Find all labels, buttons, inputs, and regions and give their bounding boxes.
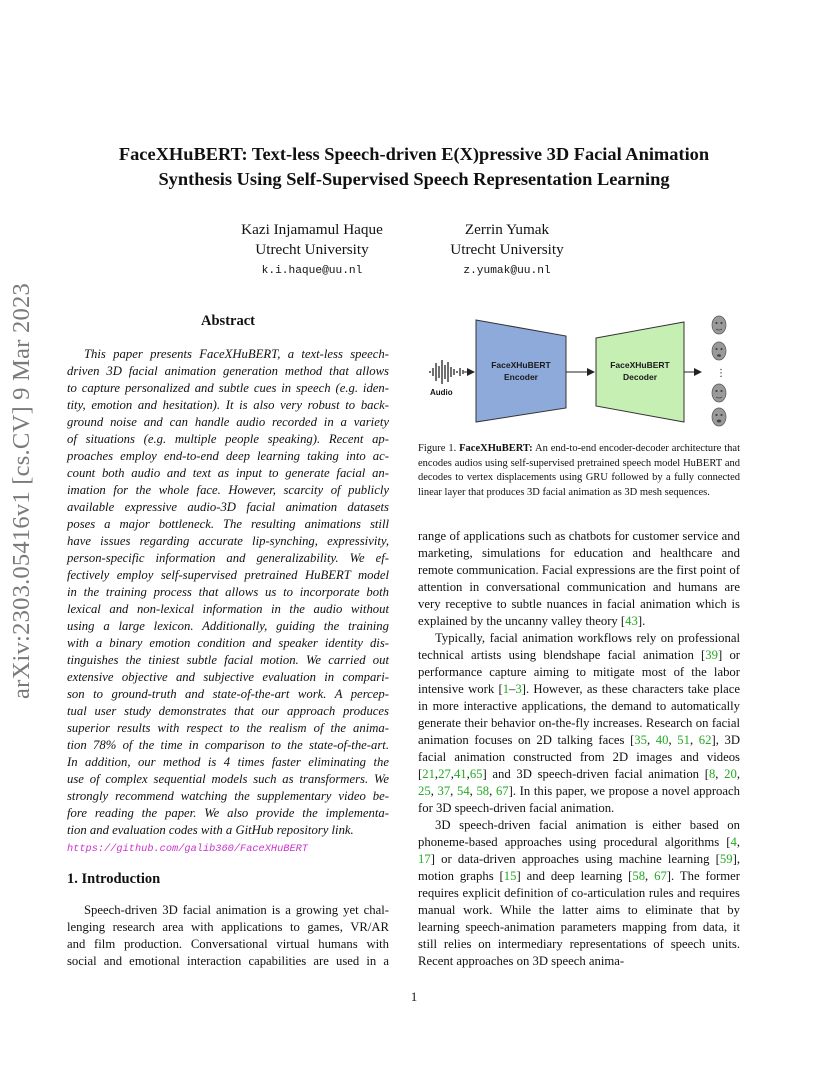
text-line: son to ground-truth and state-of-the-art work. A percep- — [67, 687, 389, 701]
paragraph-text: , — [736, 835, 740, 849]
face-mesh-icon — [712, 316, 726, 334]
citation-link[interactable]: 40 — [655, 733, 669, 747]
citation-link[interactable]: 21 — [422, 767, 435, 781]
text-line: available expressive audio-3D facial animation datasets — [67, 500, 389, 514]
citation-link[interactable]: 58 — [632, 869, 646, 883]
text-line: of situations (e.g. multiple people speaking). Recent ap- — [67, 432, 389, 446]
citation-link[interactable]: 51 — [677, 733, 690, 747]
section-heading-introduction: 1. Introduction — [67, 871, 161, 887]
paragraph-text: ]. In this paper, we propose a novel approach for 3D speech-driven facial animation. — [418, 784, 741, 815]
text-line: tion 78% of the time in comparison to the state-of-the-art. — [67, 738, 389, 752]
citation-link[interactable]: 67 — [495, 784, 509, 798]
paragraph-text: , — [430, 784, 438, 798]
author-block-1 — [212, 220, 412, 280]
citation-link[interactable]: 17 — [418, 852, 431, 866]
paragraph-1 — [418, 528, 740, 630]
caption-text: An end-to-end encoder-decoder architecture that encodes audios using self-supervised pretrained speech model HuBERT and decodes to vertex displacements using GRU followed by a fully connected linear layer that produces 3D facial animation as 3D mesh sequences. — [418, 443, 741, 498]
citation-link[interactable]: 8 — [708, 767, 716, 781]
paragraph-text: ] or data-driven approaches using machine learning [ — [430, 852, 720, 866]
text-line: ground noise and can handle audio recorded in a variety — [67, 415, 389, 429]
audio-waveform-icon — [430, 360, 463, 384]
paragraph-text: ]. However, as these characters take place in more interactive applications, the demand to automatically generate their behavior on-the-fly increases. Research on facial animation focuses on 2D talking faces [ — [418, 682, 740, 747]
author-affiliation: Utrecht University — [255, 241, 369, 258]
text-line: count both audio and text as input to generate facial an- — [67, 466, 389, 480]
title-line-1: FaceXHuBERT: Text-less Speech-driven E(X)pressive 3D Facial Animation — [118, 144, 710, 164]
right-column-text — [418, 528, 740, 970]
text-line: poses a major bottleneck. The resulting animations still — [67, 517, 389, 531]
decoder-label-1: FaceXHuBERT — [610, 360, 670, 370]
text-line: and film production. Conversational virtual humans with — [67, 937, 389, 951]
text-line: lexical and non-lexical information in the audio without — [67, 602, 389, 616]
paragraph-text: ], motion graphs [ — [418, 852, 740, 883]
ellipsis-icon: ⋮ — [716, 368, 726, 379]
text-line: tual user study demonstrates that our approach produces — [67, 704, 389, 718]
paragraph-text: , — [715, 767, 725, 781]
text-line: in the training process that allows us to incorporate both — [67, 585, 389, 599]
text-line: tity, emotion and hesitation). It is also very robust to back- — [67, 398, 389, 412]
citation-link[interactable]: 39 — [705, 648, 718, 662]
paper-title — [60, 142, 768, 191]
text-line: driven 3D facial animation generation method that allows — [67, 364, 389, 378]
face-mesh-icon — [712, 342, 726, 360]
figure-1 — [418, 300, 740, 440]
paragraph-text: ]. — [637, 614, 646, 628]
citation-link[interactable]: 1 — [502, 682, 510, 696]
paragraph-text: , — [469, 784, 477, 798]
paragraph-text: , — [450, 784, 457, 798]
paragraph-text: 3D speech-driven facial animation is either based on phoneme-based approaches using procedural algorithms [ — [418, 818, 740, 849]
citation-link[interactable]: 4 — [730, 835, 737, 849]
caption-label: Figure 1. — [418, 443, 457, 454]
citation-link[interactable]: 65 — [469, 767, 483, 781]
paragraph-text: , — [489, 784, 496, 798]
text-line: using a large lexicon. Additionally, guiding the training — [67, 619, 389, 633]
paragraph-text: , — [646, 733, 656, 747]
paragraph-text: Typically, facial animation workflows rely on professional technical artists using blendshape facial animation [ — [418, 631, 740, 662]
arxiv-stamp — [2, 283, 42, 699]
citation-link[interactable]: 54 — [456, 784, 470, 798]
text-line: imation for the whole face. However, scarcity of publicly — [67, 483, 389, 497]
author-email: z.yumak@uu.nl — [463, 265, 551, 277]
text-line: tion and evaluation codes with a GitHub repository link. — [67, 823, 354, 837]
decoder-label-2: Decoder — [622, 372, 658, 382]
paragraph-text: , — [645, 869, 655, 883]
encoder-block — [476, 320, 566, 422]
text-line: to capture personalized and subtle cues in speech (e.g. iden- — [67, 381, 389, 395]
text-line: social and emotional interaction capabilities are used in a — [67, 954, 389, 968]
text-line: tinguishes the tiniest subtle facial motion. We carried out — [67, 653, 389, 667]
text-line: superior results with respect to the realism of the anima- — [67, 721, 389, 735]
paragraph-text: ] or performance capture aiming to mitigate most of the labor intensive work [ — [418, 648, 741, 696]
encoder-label-1: FaceXHuBERT — [491, 360, 551, 370]
title-line-2: Synthesis Using Self-Supervised Speech Representation Learning — [158, 168, 670, 189]
paragraph-text: , — [434, 767, 439, 781]
audio-label: Audio — [430, 388, 453, 397]
author-affiliation: Utrecht University — [450, 241, 564, 258]
text-line: Speech-driven 3D facial animation is a growing yet chal- — [84, 903, 389, 917]
caption-bold: FaceXHuBERT: — [459, 443, 533, 454]
citation-link[interactable]: 37 — [437, 784, 451, 798]
author-block-2 — [407, 220, 607, 280]
paragraph-text: range of applications such as chatbots for customer service and marketing, simulations for education and healthcare and remote communication. Facial expressions are the first point of attention in conversational communication and humans are very receptive to subtle nuances in facial animation which is explained by the uncanny valley theory [ — [418, 529, 740, 628]
abstract-body — [67, 346, 389, 858]
paragraph-text: – — [509, 682, 516, 696]
author-email: k.i.haque@uu.nl — [261, 265, 363, 277]
paragraph-text: , — [736, 767, 740, 781]
citation-link[interactable]: 15 — [503, 869, 517, 883]
citation-link[interactable]: 58 — [476, 784, 490, 798]
text-line: In addition, our method is 4 times faster eliminating the — [67, 755, 389, 769]
citation-link[interactable]: 62 — [698, 733, 712, 747]
author-name: Kazi Injamamul Haque — [241, 221, 383, 238]
paragraph-text: , — [668, 733, 678, 747]
text-line: with a binary emotion condition and speaker identity dis- — [67, 636, 389, 650]
text-line: have issues regarding accurate lip-synching, expressivity, — [67, 534, 389, 548]
citation-link[interactable]: 59 — [719, 852, 733, 866]
paragraph-text: , — [466, 767, 470, 781]
citation-link[interactable]: 27 — [438, 767, 451, 781]
paragraph-text: , — [450, 767, 454, 781]
paragraph-3 — [418, 817, 740, 970]
intro-paragraph — [67, 902, 389, 970]
text-line: fore reading the paper. We also provide the implementa- — [67, 806, 389, 820]
text-line: person-specific information and generalizability. We ef- — [67, 551, 389, 565]
encoder-label-2: Encoder — [503, 372, 539, 382]
face-mesh-icon — [712, 408, 726, 426]
github-link[interactable]: https://github.com/galib360/FaceXHuBERT — [67, 843, 308, 855]
citation-link[interactable]: 41 — [453, 767, 467, 781]
paragraph-2 — [418, 630, 740, 817]
text-line: proaches employ end-to-end deep learning taking into ac- — [67, 449, 389, 463]
paragraph-text: ], 3D facial animation constructed from 2D images and videos [ — [418, 733, 741, 781]
paragraph-text: ] and deep learning [ — [516, 869, 633, 883]
citation-link[interactable]: 43 — [625, 614, 638, 628]
author-name: Zerrin Yumak — [464, 221, 550, 238]
paragraph-text: ]. The former requires explicit definition of co-articulation rules and requires manual work. While the latter aims to eliminate that by learning speech-animation parameters mapping from data, it still relies on intermediary representations of speech units. Recent approaches on 3D speech anima- — [418, 869, 740, 968]
citation-link[interactable]: 3 — [515, 682, 522, 696]
page-number: 1 — [410, 990, 418, 1004]
arxiv-stamp-text: arXiv:2303.05416v1 [cs.CV] 9 Mar 2023 — [8, 283, 35, 699]
citation-link[interactable]: 20 — [724, 767, 737, 781]
citation-link[interactable]: 25 — [418, 784, 431, 798]
citation-link[interactable]: 35 — [634, 733, 647, 747]
text-line: strongly recommend watching the supplementary video be- — [67, 789, 389, 803]
text-line: extensive objective and subjective evaluation in compari- — [67, 670, 389, 684]
face-mesh-icon — [712, 384, 726, 402]
paragraph-text: , — [689, 733, 699, 747]
text-line: lenging research area with applications to games, VR/AR — [67, 920, 389, 934]
paragraph-text: ] and 3D speech-driven facial animation [ — [482, 767, 709, 781]
citation-link[interactable]: 67 — [654, 869, 667, 883]
figure-1-diagram — [418, 300, 740, 440]
abstract-heading: Abstract — [201, 313, 255, 329]
text-line: use of complex sequential models such as transformers. We — [67, 772, 389, 786]
text-line: This paper presents FaceXHuBERT, a text-less speech- — [84, 347, 389, 361]
figure-1-caption — [418, 442, 740, 500]
text-line: fectively employ self-supervised pretrained HuBERT model — [67, 568, 389, 582]
